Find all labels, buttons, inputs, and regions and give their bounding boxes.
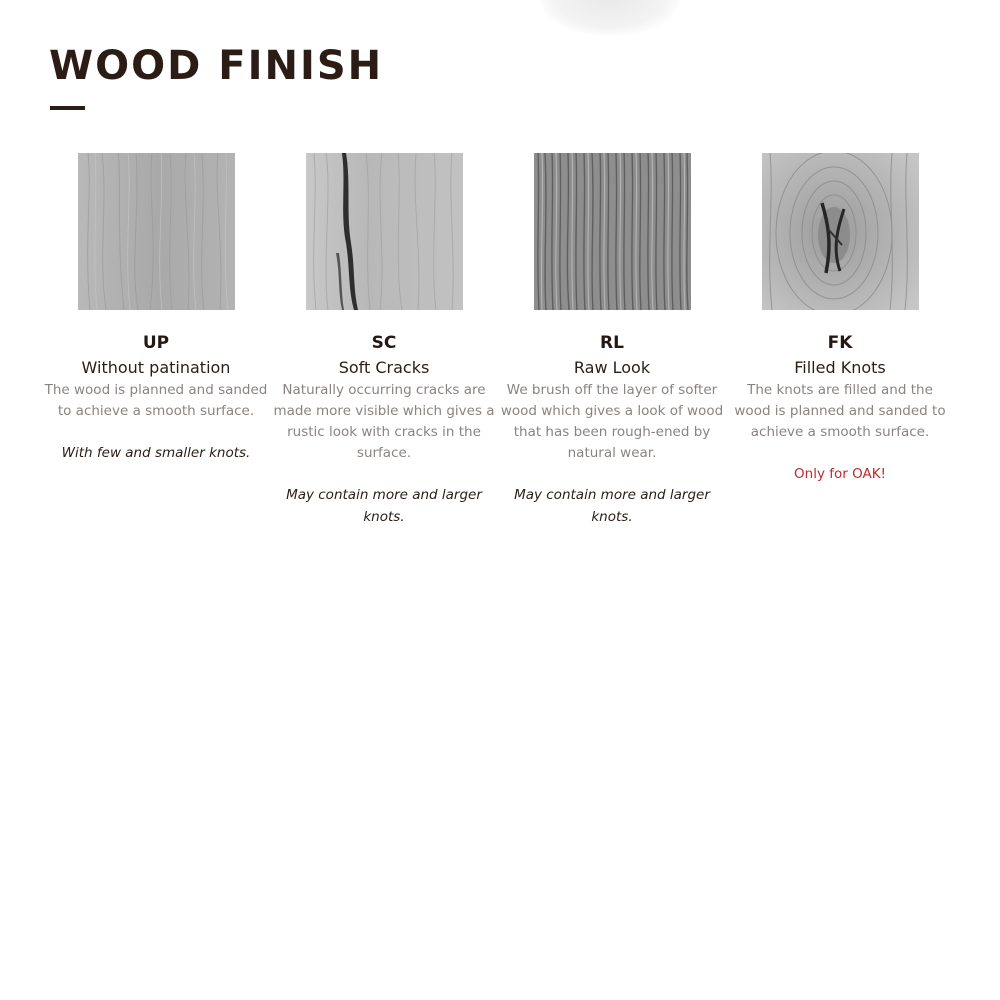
cracked-wood-grain-icon: [306, 153, 463, 310]
finish-name: Raw Look: [573, 358, 651, 377]
smooth-wood-grain-icon: [78, 153, 235, 310]
finish-description: The wood is planned and sanded to achieve a smooth surface.: [44, 382, 268, 419]
finish-card-sc: [270, 153, 498, 528]
finish-note: May contain more and larger knots.: [514, 487, 710, 525]
finish-code: UP: [142, 333, 170, 353]
finish-code: RL: [600, 333, 624, 353]
brushed-wood-grain-icon: [534, 153, 691, 310]
finish-name: Filled Knots: [794, 358, 886, 377]
finish-description: We brush off the layer of softer wood which gives a look of wood that has been rough-ened by natural wear.: [500, 382, 724, 461]
finish-description: The knots are filled and the wood is planned and sanded to achieve a smooth surface.: [734, 382, 946, 440]
finish-card-rl: [498, 153, 726, 528]
page-title: WOOD FINISH: [49, 43, 384, 89]
finish-card-fk: [726, 153, 954, 485]
finish-name: Without patination: [81, 358, 231, 377]
title-underline: [50, 106, 85, 110]
knotted-wood-grain-icon: [762, 153, 919, 310]
decorative-blob: [540, 0, 680, 36]
finish-note-oak-only: Only for OAK!: [794, 466, 886, 482]
finish-name: Soft Cracks: [338, 358, 430, 377]
finish-card-up: [42, 153, 270, 464]
finish-note: With few and smaller knots.: [61, 445, 251, 461]
finish-code: FK: [827, 333, 853, 353]
finish-description: Naturally occurring cracks are made more visible which gives a rustic look with cracks in the surface.: [273, 382, 495, 461]
finish-note: May contain more and larger knots.: [286, 487, 482, 525]
finish-code: SC: [371, 333, 397, 353]
